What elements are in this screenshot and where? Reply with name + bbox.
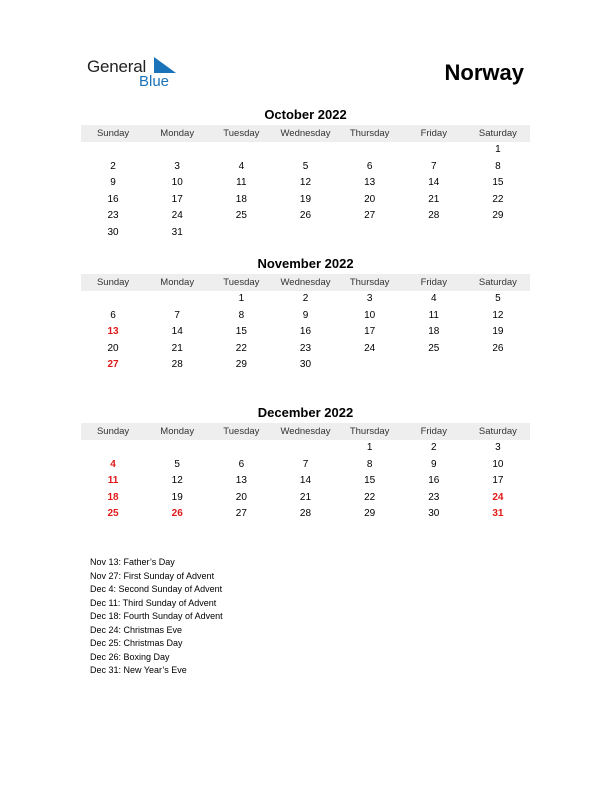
day-cell: 4 [430,293,437,304]
day-cell: 22 [492,193,504,205]
day-cell: 6 [238,458,245,470]
day-cell: 9 [110,177,116,189]
day-cell: 15 [492,177,504,189]
weekday-label: Tuesday [223,128,260,139]
month-grid [81,291,530,374]
week-row [81,291,530,308]
weekday-label: Sunday [96,426,130,437]
day-cell: 3 [366,293,373,304]
day-cell: 6 [110,309,116,321]
day-cell: 23 [107,210,119,222]
day-cell: 17 [492,475,504,487]
week-row [81,357,530,374]
month-october [81,106,530,242]
day-cell: 20 [235,491,247,503]
day-cell: 21 [299,491,312,503]
day-cell: 1 [495,144,501,155]
day-cell: 26 [299,210,312,222]
holiday-entry: Dec 11: Third Sunday of Advent [90,597,217,608]
day-cell: 15 [235,326,247,338]
day-cell: 28 [171,359,183,371]
day-cell: 12 [492,309,504,321]
holiday-entry: Dec 4: Second Sunday of Advent [90,584,223,594]
day-cell: 26 [171,508,183,520]
day-cell: 10 [364,309,376,321]
month-title: October 2022 [264,107,347,122]
empty-day-cell [273,225,337,242]
weekday-label: Thursday [349,128,390,139]
day-cell: 30 [299,359,312,371]
day-cell: 8 [238,309,245,321]
empty-day-cell [338,142,402,159]
week-row [81,142,530,159]
day-cell: 16 [428,475,440,487]
day-cell: 11 [236,177,247,189]
empty-day-cell [81,291,145,308]
weekday-label: Monday [160,277,195,288]
week-row [81,192,530,209]
day-cell: 12 [299,177,312,189]
weekday-label: Wednesday [280,277,331,288]
weekday-label: Saturday [478,426,517,437]
weekday-label: Friday [420,426,447,437]
day-cell: 10 [171,177,183,189]
day-cell: 31 [492,508,504,520]
empty-day-cell [209,440,273,457]
day-cell: 27 [364,210,376,222]
logo-triangle-icon [154,57,176,73]
day-cell: 4 [238,160,245,172]
empty-day-cell [466,357,530,374]
day-cell: 12 [171,475,183,487]
day-cell: 29 [364,508,376,520]
weekday-label: Tuesday [223,277,260,288]
day-cell: 9 [430,458,437,470]
day-cell: 23 [428,491,440,503]
day-cell: 27 [235,508,247,520]
day-cell: 1 [238,293,245,304]
day-cell: 7 [302,458,309,470]
empty-day-cell [338,357,402,374]
weekday-label: Friday [420,277,447,288]
day-cell: 11 [428,309,439,321]
month-title: November 2022 [257,256,354,271]
day-cell: 5 [495,293,501,304]
day-cell: 22 [364,491,376,503]
weekday-label: Wednesday [280,426,331,437]
logo-text-blue: Blue [139,73,170,90]
empty-day-cell [209,142,273,159]
day-cell: 21 [171,342,183,354]
day-cell: 7 [174,309,180,321]
weekday-label: Saturday [478,128,517,139]
day-cell: 28 [299,508,312,520]
day-cell: 25 [107,508,119,520]
weekday-header [81,125,530,142]
day-cell: 18 [235,193,247,205]
day-cell: 19 [171,491,183,503]
weekday-label: Friday [420,128,447,139]
day-cell: 2 [110,160,116,172]
month-november [81,255,530,374]
empty-day-cell [273,142,337,159]
day-cell: 15 [364,475,376,487]
weekday-label: Thursday [349,426,390,437]
week-row [81,175,530,192]
holiday-entry: Nov 27: First Sunday of Advent [90,570,215,581]
empty-day-cell [402,357,466,374]
empty-day-cell [145,440,209,457]
day-cell: 29 [235,359,247,371]
weekday-header [81,423,530,440]
weekday-label: Sunday [96,128,130,139]
day-cell: 29 [492,210,504,222]
day-cell: 13 [107,326,119,338]
day-cell: 8 [495,160,501,172]
day-cell: 11 [107,475,119,487]
day-cell: 14 [299,475,312,487]
day-cell: 6 [366,160,373,172]
day-cell: 14 [171,326,183,338]
day-cell: 8 [366,458,373,470]
weekday-label: Thursday [349,277,390,288]
weekday-label: Sunday [96,277,130,288]
day-cell: 17 [171,193,183,205]
day-cell: 19 [492,326,504,338]
empty-day-cell [209,225,273,242]
empty-day-cell [466,225,530,242]
holiday-entry: Dec 18: Fourth Sunday of Advent [90,611,223,621]
holiday-entry: Dec 25: Christmas Day [90,638,183,648]
month-grid [81,142,530,242]
weekday-label: Saturday [478,277,517,288]
empty-day-cell [402,225,466,242]
day-cell: 4 [110,458,116,470]
holiday-entry: Nov 13: Father’s Day [90,557,175,567]
week-row [81,308,530,325]
day-cell: 2 [302,293,309,304]
weekday-label: Monday [160,128,195,139]
week-row [81,457,530,474]
empty-day-cell [145,142,209,159]
day-cell: 28 [428,210,440,222]
week-row [81,159,530,176]
logo-text-general: General [87,57,147,76]
day-cell: 9 [302,309,309,321]
day-cell: 1 [366,442,373,453]
day-cell: 19 [299,193,312,205]
week-row [81,225,530,242]
day-cell: 13 [235,475,247,487]
weekday-label: Wednesday [280,128,331,139]
month-grid [81,440,530,523]
day-cell: 7 [430,160,437,172]
week-row [81,473,530,490]
day-cell: 3 [495,442,501,453]
day-cell: 30 [107,226,119,238]
empty-day-cell [273,440,337,457]
day-cell: 20 [107,342,119,354]
logo [87,55,187,93]
day-cell: 21 [428,193,440,205]
holiday-entry: Dec 24: Christmas Eve [90,624,183,635]
holiday-entry: Dec 31: New Year’s Eve [90,665,187,675]
week-row [81,341,530,358]
week-row [81,440,530,457]
day-cell: 26 [492,342,504,354]
holiday-list [90,556,223,678]
month-title: December 2022 [257,405,354,420]
day-cell: 18 [428,326,440,338]
week-row [81,506,530,523]
day-cell: 14 [428,177,440,189]
day-cell: 25 [235,210,247,222]
day-cell: 10 [492,458,504,470]
week-row [81,208,530,225]
week-row [81,324,530,341]
day-cell: 16 [299,326,312,338]
country-title: Norway [444,60,524,85]
day-cell: 3 [174,160,180,172]
day-cell: 24 [364,342,376,354]
empty-day-cell [402,142,466,159]
week-row [81,490,530,507]
empty-day-cell [338,225,402,242]
day-cell: 27 [107,359,119,371]
day-cell: 24 [171,210,183,222]
day-cell: 20 [364,193,376,205]
day-cell: 30 [428,508,440,520]
day-cell: 5 [174,458,180,470]
holiday-entry: Dec 26: Boxing Day [90,651,170,662]
day-cell: 23 [299,342,312,354]
weekday-label: Monday [160,426,195,437]
day-cell: 5 [302,160,309,172]
day-cell: 2 [430,442,437,453]
day-cell: 22 [235,342,247,354]
empty-day-cell [81,142,145,159]
day-cell: 17 [364,326,376,338]
weekday-header [81,274,530,291]
day-cell: 13 [364,177,376,189]
day-cell: 25 [428,342,440,354]
weekday-label: Tuesday [223,426,260,437]
empty-day-cell [81,440,145,457]
day-cell: 16 [107,193,119,205]
day-cell: 31 [171,226,183,238]
day-cell: 24 [492,491,504,503]
day-cell: 18 [107,491,119,503]
month-december [81,404,530,523]
empty-day-cell [145,291,209,308]
